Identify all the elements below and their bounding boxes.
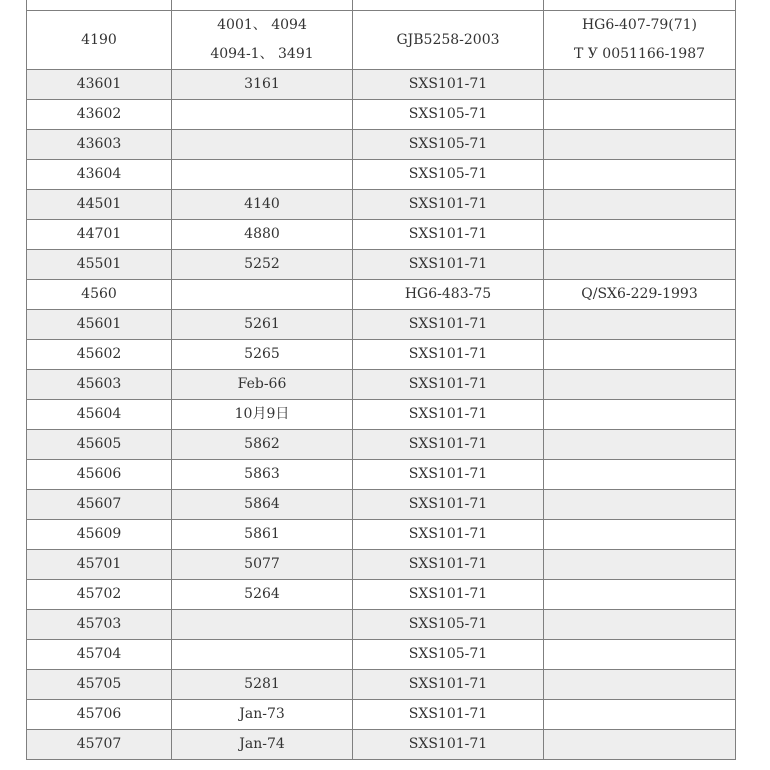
specification-table (26, 0, 736, 760)
alt-standard-cell (544, 520, 736, 550)
grade-code-cell: 44701 (27, 220, 172, 250)
table-row (27, 310, 736, 340)
alt-standard-cell (544, 310, 736, 340)
table-row (27, 520, 736, 550)
grade-code-cell: 45703 (27, 610, 172, 640)
alt-standard-cell (544, 100, 736, 130)
standard-cell: SXS105-71 (353, 610, 544, 640)
alt-grade-cell (172, 160, 353, 190)
standard-cell: SXS101-71 (353, 70, 544, 100)
alt-standard-cell (544, 11, 736, 70)
document-table-container (26, 0, 735, 760)
standard-cell: SXS101-71 (353, 250, 544, 280)
alt-grade-cell (172, 130, 353, 160)
table-row (27, 340, 736, 370)
alt-grade-cell: 4880 (172, 220, 353, 250)
standard-cell: SXS101-71 (353, 370, 544, 400)
alt-standard-cell (544, 190, 736, 220)
alt-standard-cell (544, 640, 736, 670)
alt-grade-cell: 5862 (172, 430, 353, 460)
table-row (27, 370, 736, 400)
alt-grade-cell: 10月9日 (172, 400, 353, 430)
alt-standard-cell (544, 340, 736, 370)
grade-code-cell: 43601 (27, 70, 172, 100)
table-row (27, 490, 736, 520)
standard-cell: SXS101-71 (353, 220, 544, 250)
standard-cell: GJB5258-2003 (353, 11, 544, 70)
standard-cell: SXS105-71 (353, 160, 544, 190)
alt-grade-cell: Jan-73 (172, 700, 353, 730)
table-row (27, 610, 736, 640)
alt-standard-cell (544, 580, 736, 610)
standard-cell: SXS101-71 (353, 430, 544, 460)
alt-standard-cell: Q/SX6-229-1993 (544, 280, 736, 310)
grade-code-cell: 45706 (27, 700, 172, 730)
alt-grade-cell (172, 610, 353, 640)
grade-code-cell: 45601 (27, 310, 172, 340)
grade-code-cell: 45707 (27, 730, 172, 760)
alt-standard-cell (544, 460, 736, 490)
standard-cell: SXS101-71 (353, 520, 544, 550)
standard-cell: SXS101-71 (353, 490, 544, 520)
alt-grade-cell: 4140 (172, 190, 353, 220)
grade-code-cell: 43602 (27, 100, 172, 130)
table-row (27, 220, 736, 250)
alt-grade-cell: Feb-66 (172, 370, 353, 400)
alt-standard-cell (544, 370, 736, 400)
alt-grade-cell: 5864 (172, 490, 353, 520)
standard-cell: SXS101-71 (353, 190, 544, 220)
standard-cell: SXS101-71 (353, 730, 544, 760)
standard-cell: SXS101-71 (353, 460, 544, 490)
alt-grade-cell (172, 11, 353, 70)
grade-code-cell: 45701 (27, 550, 172, 580)
grade-code-cell: 45602 (27, 340, 172, 370)
table-row (27, 100, 736, 130)
grade-code-cell: 45702 (27, 580, 172, 610)
table-row (27, 190, 736, 220)
standard-cell: SXS101-71 (353, 310, 544, 340)
table-row (27, 11, 736, 70)
alt-standard-cell (544, 70, 736, 100)
alt-standard-cell (544, 130, 736, 160)
standard-cell: SXS101-71 (353, 580, 544, 610)
table-row (27, 160, 736, 190)
table-header-row (27, 0, 736, 11)
header-cell (27, 0, 172, 11)
alt-grade-cell (172, 100, 353, 130)
table-row (27, 400, 736, 430)
alt-grade-cell (172, 640, 353, 670)
table-row (27, 130, 736, 160)
table-row (27, 670, 736, 700)
header-cell (353, 0, 544, 11)
alt-grade-cell: 5261 (172, 310, 353, 340)
standard-cell: SXS105-71 (353, 130, 544, 160)
alt-standard-cell (544, 730, 736, 760)
alt-standard-cell (544, 400, 736, 430)
table-row (27, 640, 736, 670)
alt-standard-cell (544, 550, 736, 580)
standard-cell: SXS105-71 (353, 100, 544, 130)
grade-code-cell: 43604 (27, 160, 172, 190)
grade-code-cell: 45704 (27, 640, 172, 670)
alt-grade-cell (172, 280, 353, 310)
alt-grade-cell: 5861 (172, 520, 353, 550)
standard-cell: SXS101-71 (353, 670, 544, 700)
standard-cell: SXS105-71 (353, 640, 544, 670)
alt-grade-cell: Jan-74 (172, 730, 353, 760)
standard-cell: SXS101-71 (353, 550, 544, 580)
table-row (27, 580, 736, 610)
alt-grade-cell: 5281 (172, 670, 353, 700)
grade-code-cell: 44501 (27, 190, 172, 220)
alt-standard-line: Т У 0051166-1987 (573, 46, 706, 62)
alt-grade-line: 4094-1、 3491 (210, 46, 314, 62)
grade-code-cell: 4190 (27, 11, 172, 70)
grade-code-cell: 4560 (27, 280, 172, 310)
table-row (27, 700, 736, 730)
standard-cell: SXS101-71 (353, 400, 544, 430)
header-cell (172, 0, 353, 11)
alt-standard-cell (544, 430, 736, 460)
grade-code-cell: 45605 (27, 430, 172, 460)
alt-grade-cell: 5077 (172, 550, 353, 580)
alt-grade-cell: 5252 (172, 250, 353, 280)
table-row (27, 250, 736, 280)
grade-code-cell: 45604 (27, 400, 172, 430)
grade-code-cell: 45607 (27, 490, 172, 520)
alt-standard-line: HG6-407-79(71) (581, 17, 698, 33)
header-cell (544, 0, 736, 11)
table-row (27, 430, 736, 460)
alt-standard-cell (544, 700, 736, 730)
grade-code-cell: 45609 (27, 520, 172, 550)
grade-code-cell: 43603 (27, 130, 172, 160)
alt-standard-cell (544, 490, 736, 520)
table-row (27, 550, 736, 580)
alt-standard-cell (544, 250, 736, 280)
grade-code-cell: 45606 (27, 460, 172, 490)
alt-standard-cell (544, 160, 736, 190)
table-row (27, 730, 736, 760)
alt-standard-cell (544, 610, 736, 640)
standard-cell: SXS101-71 (353, 700, 544, 730)
alt-grade-cell: 5265 (172, 340, 353, 370)
grade-code-cell: 45705 (27, 670, 172, 700)
alt-standard-cell (544, 670, 736, 700)
alt-grade-cell: 5863 (172, 460, 353, 490)
table-row (27, 70, 736, 100)
table-row (27, 280, 736, 310)
grade-code-cell: 45501 (27, 250, 172, 280)
alt-grade-cell: 5264 (172, 580, 353, 610)
table-row (27, 460, 736, 490)
alt-standard-cell (544, 220, 736, 250)
alt-grade-line: 4001、 4094 (217, 17, 307, 33)
standard-cell: SXS101-71 (353, 340, 544, 370)
alt-grade-cell: 3161 (172, 70, 353, 100)
standard-cell: HG6-483-75 (353, 280, 544, 310)
grade-code-cell: 45603 (27, 370, 172, 400)
